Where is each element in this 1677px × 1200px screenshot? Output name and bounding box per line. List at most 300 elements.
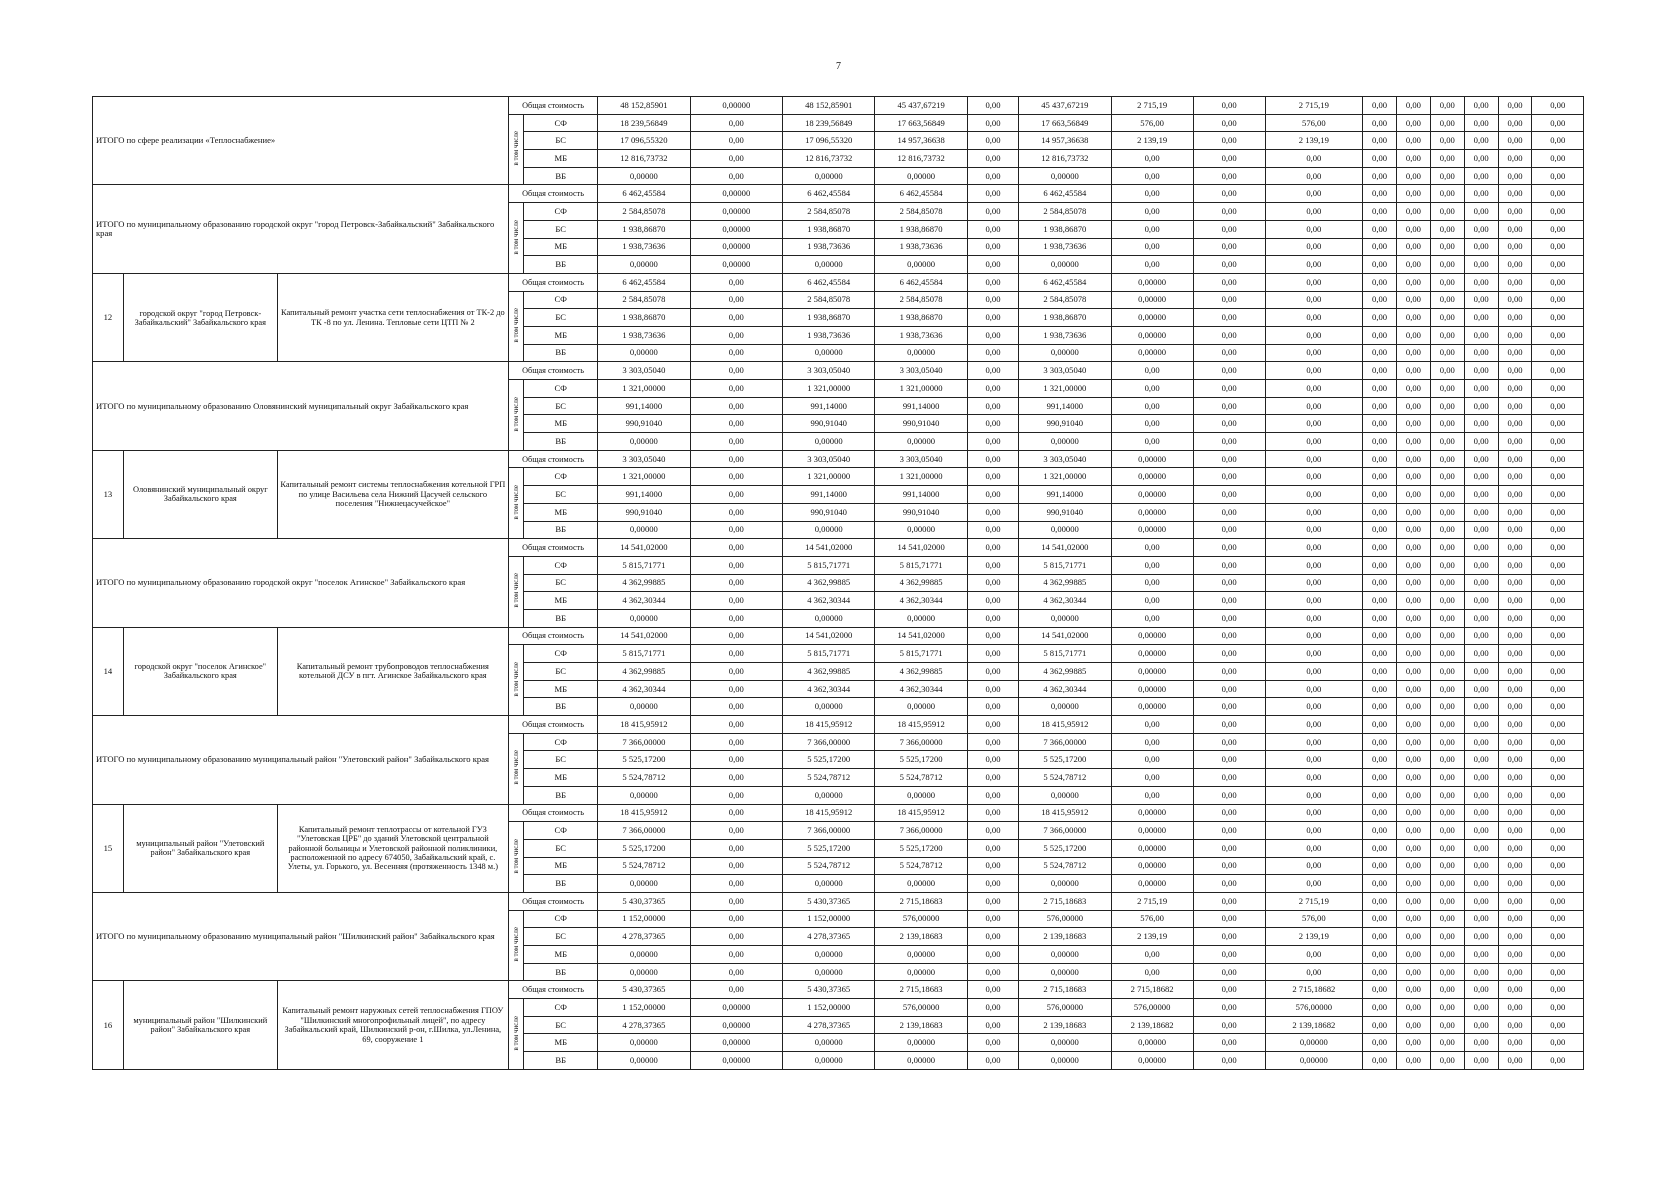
- value-cell: 0,00: [1464, 344, 1498, 362]
- value-cell: 0,00: [1363, 256, 1397, 274]
- value-cell: 0,00: [1532, 503, 1584, 521]
- value-cell: 0,00: [1532, 150, 1584, 168]
- incl-vertical-label-text: в том числе: [512, 308, 521, 343]
- value-cell: 0,00: [690, 433, 782, 451]
- value-cell: 0,00: [1532, 609, 1584, 627]
- value-cell: 0,00: [1464, 627, 1498, 645]
- value-cell: 0,00000: [783, 1052, 875, 1070]
- value-cell: 0,00: [1265, 769, 1363, 787]
- value-cell: 0,00: [1363, 839, 1397, 857]
- value-cell: 0,00: [1363, 875, 1397, 893]
- value-cell: 1 938,86870: [598, 309, 690, 327]
- value-cell: 0,00000: [598, 1052, 690, 1070]
- value-cell: 0,00: [1464, 592, 1498, 610]
- value-cell: 0,00: [690, 928, 782, 946]
- value-cell: 0,00000: [1111, 344, 1193, 362]
- value-cell: 5 525,17200: [1019, 839, 1111, 857]
- value-cell: 0,00: [690, 574, 782, 592]
- value-cell: 0,00000: [783, 433, 875, 451]
- value-cell: 0,00: [967, 999, 1018, 1017]
- value-cell: 0,00: [1464, 804, 1498, 822]
- value-cell: 0,00000: [875, 698, 967, 716]
- value-cell: 0,00: [1193, 627, 1265, 645]
- value-cell: 0,00000: [1019, 344, 1111, 362]
- value-cell: 0,00000: [1019, 786, 1111, 804]
- value-cell: 0,00: [1498, 981, 1532, 999]
- value-cell: 0,00: [1430, 203, 1464, 221]
- value-cell: 0,00: [1498, 609, 1532, 627]
- value-cell: 7 366,00000: [875, 822, 967, 840]
- value-cell: 0,00: [1498, 627, 1532, 645]
- value-cell: 0,00: [1430, 344, 1464, 362]
- value-cell: 0,00: [690, 627, 782, 645]
- value-cell: 0,00: [1111, 733, 1193, 751]
- value-cell: 0,00: [1430, 839, 1464, 857]
- value-cell: 0,00: [1430, 751, 1464, 769]
- value-cell: 5 815,71771: [783, 556, 875, 574]
- value-cell: 0,00000: [690, 999, 782, 1017]
- value-cell: 0,00000: [783, 521, 875, 539]
- value-cell: 0,00: [1464, 839, 1498, 857]
- value-cell: 3 303,05040: [783, 450, 875, 468]
- value-cell: 0,00: [1532, 273, 1584, 291]
- value-cell: 4 362,99885: [875, 574, 967, 592]
- value-cell: 0,00000: [1111, 1052, 1193, 1070]
- source-label: СФ: [524, 999, 598, 1017]
- value-cell: 0,00: [1430, 238, 1464, 256]
- value-cell: 0,00: [1532, 963, 1584, 981]
- value-cell: 18 239,56849: [783, 114, 875, 132]
- source-label: МБ: [524, 238, 598, 256]
- value-cell: 0,00: [967, 627, 1018, 645]
- value-cell: 0,00: [1464, 999, 1498, 1017]
- value-cell: 0,00000: [1111, 273, 1193, 291]
- value-cell: 0,00: [1363, 203, 1397, 221]
- value-cell: 0,00: [1430, 609, 1464, 627]
- value-cell: 14 541,02000: [1019, 627, 1111, 645]
- value-cell: 4 362,99885: [1019, 663, 1111, 681]
- value-cell: 0,00: [1532, 751, 1584, 769]
- value-cell: 0,00: [1430, 928, 1464, 946]
- value-cell: 0,00: [1498, 716, 1532, 734]
- value-cell: 1 938,73636: [1019, 326, 1111, 344]
- value-cell: 0,00: [1532, 645, 1584, 663]
- value-cell: 18 415,95912: [1019, 804, 1111, 822]
- value-cell: 0,00: [1193, 804, 1265, 822]
- source-label: СФ: [524, 380, 598, 398]
- value-cell: 0,00: [1193, 97, 1265, 115]
- value-cell: 0,00: [1430, 733, 1464, 751]
- value-cell: 0,00: [1430, 362, 1464, 380]
- value-cell: 0,00: [1532, 857, 1584, 875]
- value-cell: 0,00: [1498, 309, 1532, 327]
- value-cell: 0,00: [967, 220, 1018, 238]
- value-cell: 0,00: [1532, 291, 1584, 309]
- value-cell: 45 437,67219: [1019, 97, 1111, 115]
- value-cell: 576,00000: [1111, 999, 1193, 1017]
- value-cell: 0,00: [1265, 539, 1363, 557]
- value-cell: 0,00: [1193, 751, 1265, 769]
- value-cell: 0,00: [1265, 450, 1363, 468]
- value-cell: 0,00: [1464, 1052, 1498, 1070]
- value-cell: 0,00: [1396, 627, 1430, 645]
- page-number: 7: [836, 61, 841, 72]
- value-cell: 5 524,78712: [875, 769, 967, 787]
- value-cell: 18 415,95912: [598, 716, 690, 734]
- value-cell: 2 715,18683: [875, 892, 967, 910]
- value-cell: 0,00000: [1019, 167, 1111, 185]
- value-cell: 0,00: [1430, 556, 1464, 574]
- value-cell: 0,00: [690, 503, 782, 521]
- value-cell: 0,00: [1363, 716, 1397, 734]
- value-cell: 0,00: [1265, 875, 1363, 893]
- value-cell: 0,00000: [1111, 503, 1193, 521]
- value-cell: 1 938,73636: [875, 238, 967, 256]
- value-cell: 0,00000: [690, 203, 782, 221]
- incl-vertical-label: [508, 556, 523, 627]
- value-cell: 0,00: [690, 539, 782, 557]
- value-cell: 5 525,17200: [783, 839, 875, 857]
- value-cell: 5 524,78712: [1019, 857, 1111, 875]
- item-number: 16: [93, 981, 124, 1069]
- value-cell: 0,00: [1464, 963, 1498, 981]
- value-cell: 0,00: [1430, 503, 1464, 521]
- value-cell: 0,00000: [783, 875, 875, 893]
- value-cell: 0,00: [690, 822, 782, 840]
- value-cell: 990,91040: [1019, 415, 1111, 433]
- value-cell: 0,00000: [1111, 875, 1193, 893]
- value-cell: 0,00: [1532, 910, 1584, 928]
- value-cell: 0,00: [967, 574, 1018, 592]
- value-cell: 4 362,30344: [1019, 680, 1111, 698]
- value-cell: 0,00: [1193, 203, 1265, 221]
- value-cell: 0,00: [1430, 946, 1464, 964]
- value-cell: 0,00: [1396, 875, 1430, 893]
- value-cell: 0,00000: [875, 946, 967, 964]
- value-cell: 0,00: [967, 698, 1018, 716]
- incl-vertical-label-text: в том числе: [512, 750, 521, 785]
- value-cell: 0,00: [690, 167, 782, 185]
- value-cell: 1 321,00000: [598, 380, 690, 398]
- value-cell: 0,00: [1532, 114, 1584, 132]
- value-cell: 0,00: [1532, 663, 1584, 681]
- value-cell: 0,00: [1363, 698, 1397, 716]
- value-cell: 0,00: [1111, 203, 1193, 221]
- total-block-row: [93, 539, 1584, 557]
- value-cell: 0,00: [1498, 556, 1532, 574]
- value-cell: 1 321,00000: [1019, 468, 1111, 486]
- source-label: МБ: [524, 503, 598, 521]
- value-cell: 0,00: [690, 114, 782, 132]
- value-cell: 0,00: [1498, 733, 1532, 751]
- value-cell: 0,00: [1363, 380, 1397, 398]
- incl-vertical-label-text: в том числе: [512, 131, 521, 166]
- value-cell: 0,00: [1532, 875, 1584, 893]
- value-cell: 0,00: [1464, 609, 1498, 627]
- value-cell: 12 816,73732: [598, 150, 690, 168]
- value-cell: 0,00: [1363, 362, 1397, 380]
- incl-vertical-label-text: в том числе: [512, 661, 521, 697]
- value-cell: 3 303,05040: [875, 450, 967, 468]
- value-cell: 0,00: [690, 150, 782, 168]
- value-cell: 0,00000: [1111, 698, 1193, 716]
- value-cell: 1 938,73636: [783, 326, 875, 344]
- value-cell: 14 957,36638: [1019, 132, 1111, 150]
- value-cell: 0,00: [967, 185, 1018, 203]
- value-cell: 576,00: [1265, 114, 1363, 132]
- value-cell: 0,00: [1363, 733, 1397, 751]
- value-cell: 1 152,00000: [783, 910, 875, 928]
- value-cell: 0,00: [1498, 539, 1532, 557]
- value-cell: 0,00: [1363, 892, 1397, 910]
- value-cell: 0,00: [967, 592, 1018, 610]
- value-cell: 0,00000: [1111, 450, 1193, 468]
- value-cell: 0,00: [1498, 397, 1532, 415]
- value-cell: 0,00000: [1019, 698, 1111, 716]
- source-label: ВБ: [524, 433, 598, 451]
- value-cell: 0,00: [1265, 627, 1363, 645]
- value-cell: 0,00: [1265, 380, 1363, 398]
- value-cell: 0,00: [1430, 380, 1464, 398]
- value-cell: 0,00: [1498, 203, 1532, 221]
- value-cell: 3 303,05040: [875, 362, 967, 380]
- value-cell: 0,00: [967, 556, 1018, 574]
- value-cell: 990,91040: [598, 415, 690, 433]
- value-cell: 0,00: [1464, 256, 1498, 274]
- value-cell: 0,00: [1464, 185, 1498, 203]
- value-cell: 0,00: [1532, 309, 1584, 327]
- value-cell: 0,00000: [1111, 627, 1193, 645]
- value-cell: 0,00: [1430, 981, 1464, 999]
- value-cell: 0,00: [1265, 397, 1363, 415]
- value-cell: 0,00: [690, 344, 782, 362]
- value-cell: 14 541,02000: [598, 539, 690, 557]
- value-cell: 0,00: [1532, 627, 1584, 645]
- value-cell: 0,00: [1396, 680, 1430, 698]
- value-cell: 3 303,05040: [1019, 362, 1111, 380]
- value-cell: 0,00: [1396, 450, 1430, 468]
- value-cell: 6 462,45584: [1019, 185, 1111, 203]
- value-cell: 5 524,78712: [783, 769, 875, 787]
- value-cell: 7 366,00000: [1019, 733, 1111, 751]
- value-cell: 0,00: [1396, 397, 1430, 415]
- value-cell: 0,00: [1464, 680, 1498, 698]
- value-cell: 2 139,18683: [1019, 928, 1111, 946]
- value-cell: 0,00: [690, 326, 782, 344]
- value-cell: 0,00000: [1019, 875, 1111, 893]
- value-cell: 0,00: [690, 663, 782, 681]
- value-cell: 0,00: [1396, 486, 1430, 504]
- value-cell: 991,14000: [875, 486, 967, 504]
- value-cell: 0,00: [1498, 645, 1532, 663]
- value-cell: 0,00: [1396, 220, 1430, 238]
- value-cell: 0,00000: [1111, 468, 1193, 486]
- value-cell: 2 139,18683: [1019, 1016, 1111, 1034]
- value-cell: 0,00: [1532, 362, 1584, 380]
- value-cell: 0,00000: [1111, 309, 1193, 327]
- value-cell: 991,14000: [783, 397, 875, 415]
- value-cell: 4 362,99885: [783, 663, 875, 681]
- item-block-row: [93, 450, 1584, 468]
- incl-vertical-label-text: в том числе: [512, 485, 521, 520]
- value-cell: 0,00: [1464, 751, 1498, 769]
- value-cell: 2 584,85078: [598, 203, 690, 221]
- value-cell: 0,00: [1363, 326, 1397, 344]
- value-cell: 2 584,85078: [1019, 291, 1111, 309]
- value-cell: 14 541,02000: [875, 539, 967, 557]
- value-cell: 0,00: [1363, 592, 1397, 610]
- value-cell: 0,00: [1464, 433, 1498, 451]
- value-cell: 0,00: [1363, 786, 1397, 804]
- value-cell: 2 139,18683: [875, 1016, 967, 1034]
- value-cell: 0,00: [1363, 521, 1397, 539]
- value-cell: 2 715,19: [1111, 892, 1193, 910]
- value-cell: 0,00: [1464, 503, 1498, 521]
- value-cell: 0,00000: [1111, 804, 1193, 822]
- value-cell: 0,00: [1430, 716, 1464, 734]
- value-cell: 0,00000: [875, 609, 967, 627]
- source-label: ВБ: [524, 256, 598, 274]
- value-cell: 5 525,17200: [1019, 751, 1111, 769]
- value-cell: 6 462,45584: [875, 185, 967, 203]
- value-cell: 0,00: [967, 503, 1018, 521]
- value-cell: 0,00: [1363, 132, 1397, 150]
- value-cell: 0,00: [1265, 609, 1363, 627]
- value-cell: 0,00: [1464, 698, 1498, 716]
- value-cell: 0,00: [1193, 238, 1265, 256]
- value-cell: 1 938,73636: [783, 238, 875, 256]
- value-cell: 0,00: [1396, 503, 1430, 521]
- value-cell: 0,00: [1532, 539, 1584, 557]
- source-label: МБ: [524, 769, 598, 787]
- value-cell: 0,00: [1498, 822, 1532, 840]
- value-cell: 0,00000: [875, 1034, 967, 1052]
- value-cell: 2 715,18682: [1111, 981, 1193, 999]
- value-cell: 0,00: [1430, 97, 1464, 115]
- source-label: СФ: [524, 556, 598, 574]
- value-cell: 0,00: [967, 326, 1018, 344]
- source-label: СФ: [524, 733, 598, 751]
- value-cell: 2 584,85078: [783, 203, 875, 221]
- value-cell: 4 362,30344: [875, 592, 967, 610]
- value-cell: 0,00: [1111, 256, 1193, 274]
- value-cell: 5 525,17200: [598, 839, 690, 857]
- value-cell: 0,00: [1498, 97, 1532, 115]
- incl-vertical-label-text: в том числе: [512, 219, 521, 255]
- value-cell: 0,00: [1193, 521, 1265, 539]
- value-cell: 0,00: [1363, 556, 1397, 574]
- value-cell: 0,00: [1532, 1052, 1584, 1070]
- value-cell: 0,00: [1265, 592, 1363, 610]
- value-cell: 5 430,37365: [598, 892, 690, 910]
- value-cell: 1 321,00000: [875, 380, 967, 398]
- value-cell: 0,00: [1396, 609, 1430, 627]
- item-number: 13: [93, 450, 124, 538]
- value-cell: 0,00: [1193, 733, 1265, 751]
- value-cell: 0,00: [1396, 433, 1430, 451]
- item-object: Капитальный ремонт теплотрассы от котельной ГУЗ "Улетовская ЦРБ" до зданий Улетовской центральной районной больницы и Улетовской районной поликлиники, расположенной по адресу 674050, Забайкальский край, с. Улеты, ул. Горького, ул. Весенняя (протяженность 1348 м.): [277, 804, 508, 892]
- value-cell: 0,00: [1430, 963, 1464, 981]
- value-cell: 0,00: [1111, 769, 1193, 787]
- value-cell: 0,00: [1498, 999, 1532, 1017]
- value-cell: 0,00: [1396, 167, 1430, 185]
- value-cell: 0,00: [1265, 326, 1363, 344]
- source-label: БС: [524, 751, 598, 769]
- value-cell: 0,00: [1265, 804, 1363, 822]
- value-cell: 0,00: [1193, 645, 1265, 663]
- value-cell: 4 278,37365: [783, 1016, 875, 1034]
- value-cell: 2 715,18682: [1265, 981, 1363, 999]
- value-cell: 0,00: [1464, 1034, 1498, 1052]
- value-cell: 12 816,73732: [1019, 150, 1111, 168]
- value-cell: 0,00: [1532, 185, 1584, 203]
- source-label: БС: [524, 663, 598, 681]
- value-cell: 5 524,78712: [783, 857, 875, 875]
- value-cell: 0,00: [690, 804, 782, 822]
- value-cell: 1 938,86870: [598, 220, 690, 238]
- value-cell: 0,00: [1265, 751, 1363, 769]
- total-block-row: [93, 892, 1584, 910]
- value-cell: 0,00000: [783, 167, 875, 185]
- value-cell: 0,00000: [598, 521, 690, 539]
- value-cell: 1 321,00000: [598, 468, 690, 486]
- value-cell: 0,00: [1498, 344, 1532, 362]
- value-cell: 0,00: [1532, 97, 1584, 115]
- value-cell: 0,00000: [1019, 256, 1111, 274]
- value-cell: 0,00: [967, 839, 1018, 857]
- value-cell: 7 366,00000: [1019, 822, 1111, 840]
- value-cell: 0,00: [1193, 503, 1265, 521]
- value-cell: 2 139,18682: [1111, 1016, 1193, 1034]
- value-cell: 0,00: [1111, 786, 1193, 804]
- source-label: ВБ: [524, 1052, 598, 1070]
- value-cell: 1 321,00000: [1019, 380, 1111, 398]
- value-cell: 0,00000: [1111, 680, 1193, 698]
- value-cell: 1 152,00000: [598, 910, 690, 928]
- value-cell: 4 278,37365: [598, 928, 690, 946]
- value-cell: 0,00: [1396, 309, 1430, 327]
- source-label: БС: [524, 839, 598, 857]
- value-cell: 0,00000: [1111, 645, 1193, 663]
- total-cost-label: Общая стоимость: [508, 804, 597, 822]
- value-cell: 0,00: [1532, 132, 1584, 150]
- value-cell: 5 524,78712: [875, 857, 967, 875]
- value-cell: 0,00: [1498, 963, 1532, 981]
- value-cell: 0,00: [1498, 362, 1532, 380]
- value-cell: 0,00: [690, 132, 782, 150]
- value-cell: 0,00: [1396, 1034, 1430, 1052]
- value-cell: 0,00: [1193, 910, 1265, 928]
- value-cell: 0,00: [1430, 450, 1464, 468]
- value-cell: 0,00: [690, 698, 782, 716]
- value-cell: 0,00000: [1019, 963, 1111, 981]
- value-cell: 0,00: [967, 114, 1018, 132]
- value-cell: 0,00000: [1111, 326, 1193, 344]
- value-cell: 0,00: [1193, 680, 1265, 698]
- value-cell: 0,00: [690, 380, 782, 398]
- item-number: 12: [93, 273, 124, 361]
- value-cell: 0,00: [690, 521, 782, 539]
- value-cell: 0,00: [1396, 928, 1430, 946]
- value-cell: 0,00: [1532, 1034, 1584, 1052]
- value-cell: 2 139,19: [1265, 132, 1363, 150]
- value-cell: 0,00: [1464, 786, 1498, 804]
- value-cell: 0,00: [1396, 645, 1430, 663]
- value-cell: 14 957,36638: [875, 132, 967, 150]
- value-cell: 0,00: [967, 910, 1018, 928]
- value-cell: 4 362,30344: [1019, 592, 1111, 610]
- value-cell: 0,00: [1193, 132, 1265, 150]
